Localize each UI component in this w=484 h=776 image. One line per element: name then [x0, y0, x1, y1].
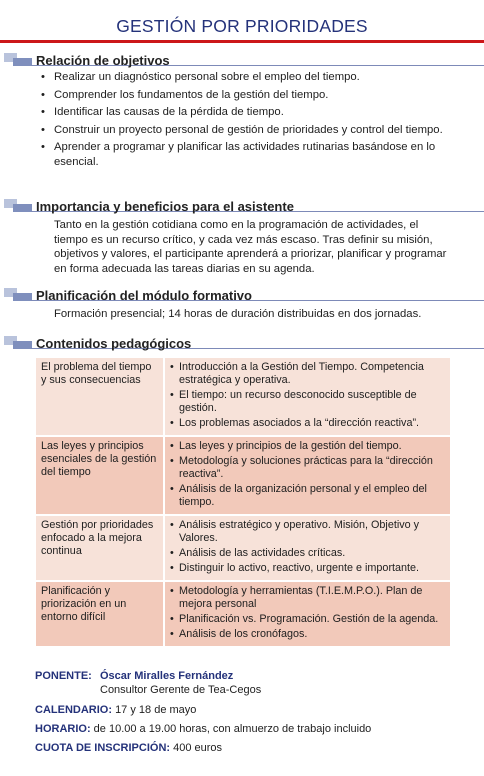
- list-item: • Metodología y soluciones prácticas para la “dirección reactiva”.: [170, 455, 446, 481]
- calendario-line: [35, 703, 196, 717]
- list-item: • Los problemas asociados a la “dirección reactiva”.: [170, 417, 446, 430]
- page-title: GESTIÓN POR PRIORIDADES: [116, 16, 368, 36]
- planificacion-text: Formación presencial; 14 horas de duración distribuidas en dos jornadas.: [54, 308, 422, 320]
- list-item: • Construir un proyecto personal de gestión de prioridades y control del tiempo.: [38, 123, 456, 138]
- section-heading-contenidos: Contenidos pedagógicos: [36, 336, 192, 351]
- list-item: • Comprender los fundamentos de la gestión del tiempo.: [38, 88, 456, 103]
- section-heading-importancia: Importancia y beneficios para el asistente: [36, 199, 294, 214]
- section-marker-icon: [4, 199, 32, 213]
- table-row: [36, 358, 450, 435]
- importancia-text: Tanto en la gestión cotidiana como en la programación de actividades, el tiempo es un recurso crítico, y cada vez más escaso. Tras definir su misión, objetivos y valores, el participante aprenderá a priorizar, planificar y programar en forma adecuada las tareas diarias en su agenda.: [54, 219, 447, 275]
- list-item: • Análisis de los cronófagos.: [170, 628, 446, 641]
- items-cell: [165, 580, 450, 646]
- list-item: • Aprender a programar y planificar las actividades rutinarias basándose en lo esencial.: [38, 140, 456, 169]
- objetivos-list: [38, 70, 456, 172]
- table-row: [36, 580, 450, 646]
- topic-cell: El problema del tiempo y sus consecuencias: [36, 358, 165, 435]
- topic-cell: Gestión por prioridades enfocado a la mejora continua: [36, 514, 165, 580]
- contenidos-table: [36, 358, 450, 646]
- table-row: [36, 435, 450, 514]
- cuota-value: 400 euros: [173, 742, 223, 754]
- horario-label: HORARIO:: [35, 723, 91, 735]
- section-heading-objetivos: Relación de objetivos: [36, 53, 170, 68]
- list-item: • Identificar las causas de la pérdida de tiempo.: [38, 105, 456, 120]
- title-rule: [0, 40, 484, 43]
- table-row: [36, 514, 450, 580]
- items-cell: [165, 435, 450, 514]
- list-item: • Realizar un diagnóstico personal sobre el empleo del tiempo.: [38, 70, 456, 85]
- topic-cell: Las leyes y principios esenciales de la gestión del tiempo: [36, 435, 165, 514]
- section-marker-icon: [4, 336, 32, 350]
- horario-line: [35, 722, 371, 736]
- list-item: • Metodología y herramientas (T.I.E.M.P.O.). Plan de mejora personal: [170, 585, 446, 611]
- list-item: • Análisis de las actividades críticas.: [170, 547, 446, 560]
- ponente-details: [100, 669, 261, 697]
- calendario-label: CALENDARIO:: [35, 704, 112, 716]
- list-item: • Distinguir lo activo, reactivo, urgente e importante.: [170, 562, 446, 575]
- section-marker-icon: [4, 53, 32, 67]
- list-item: • Las leyes y principios de la gestión del tiempo.: [170, 440, 446, 453]
- cuota-line: [35, 741, 222, 755]
- items-cell: [165, 514, 450, 580]
- list-item: • Planificación vs. Programación. Gestión de la agenda.: [170, 613, 446, 626]
- ponente-name: Óscar Miralles Fernández: [100, 670, 234, 682]
- ponente-label: PONENTE:: [35, 670, 92, 682]
- section-heading-planificacion: Planificación del módulo formativo: [36, 288, 252, 303]
- items-cell: [165, 358, 450, 435]
- list-item: • Introducción a la Gestión del Tiempo. Competencia estratégica y operativa.: [170, 361, 446, 387]
- horario-value: de 10.00 a 19.00 horas, con almuerzo de trabajo incluido: [93, 723, 372, 735]
- ponente-role: Consultor Gerente de Tea-Cegos: [100, 684, 262, 696]
- cuota-label: CUOTA DE INSCRIPCIÓN:: [35, 742, 171, 754]
- list-item: • El tiempo: un recurso desconocido susceptible de gestión.: [170, 389, 446, 415]
- list-item: • Análisis de la organización personal y el empleo del tiempo.: [170, 483, 446, 509]
- topic-cell: Planificación y priorización en un entorno difícil: [36, 580, 165, 646]
- section-marker-icon: [4, 288, 32, 302]
- calendario-value: 17 y 18 de mayo: [115, 704, 197, 716]
- ponente-line: [35, 669, 92, 683]
- list-item: • Análisis estratégico y operativo. Misión, Objetivo y Valores.: [170, 519, 446, 545]
